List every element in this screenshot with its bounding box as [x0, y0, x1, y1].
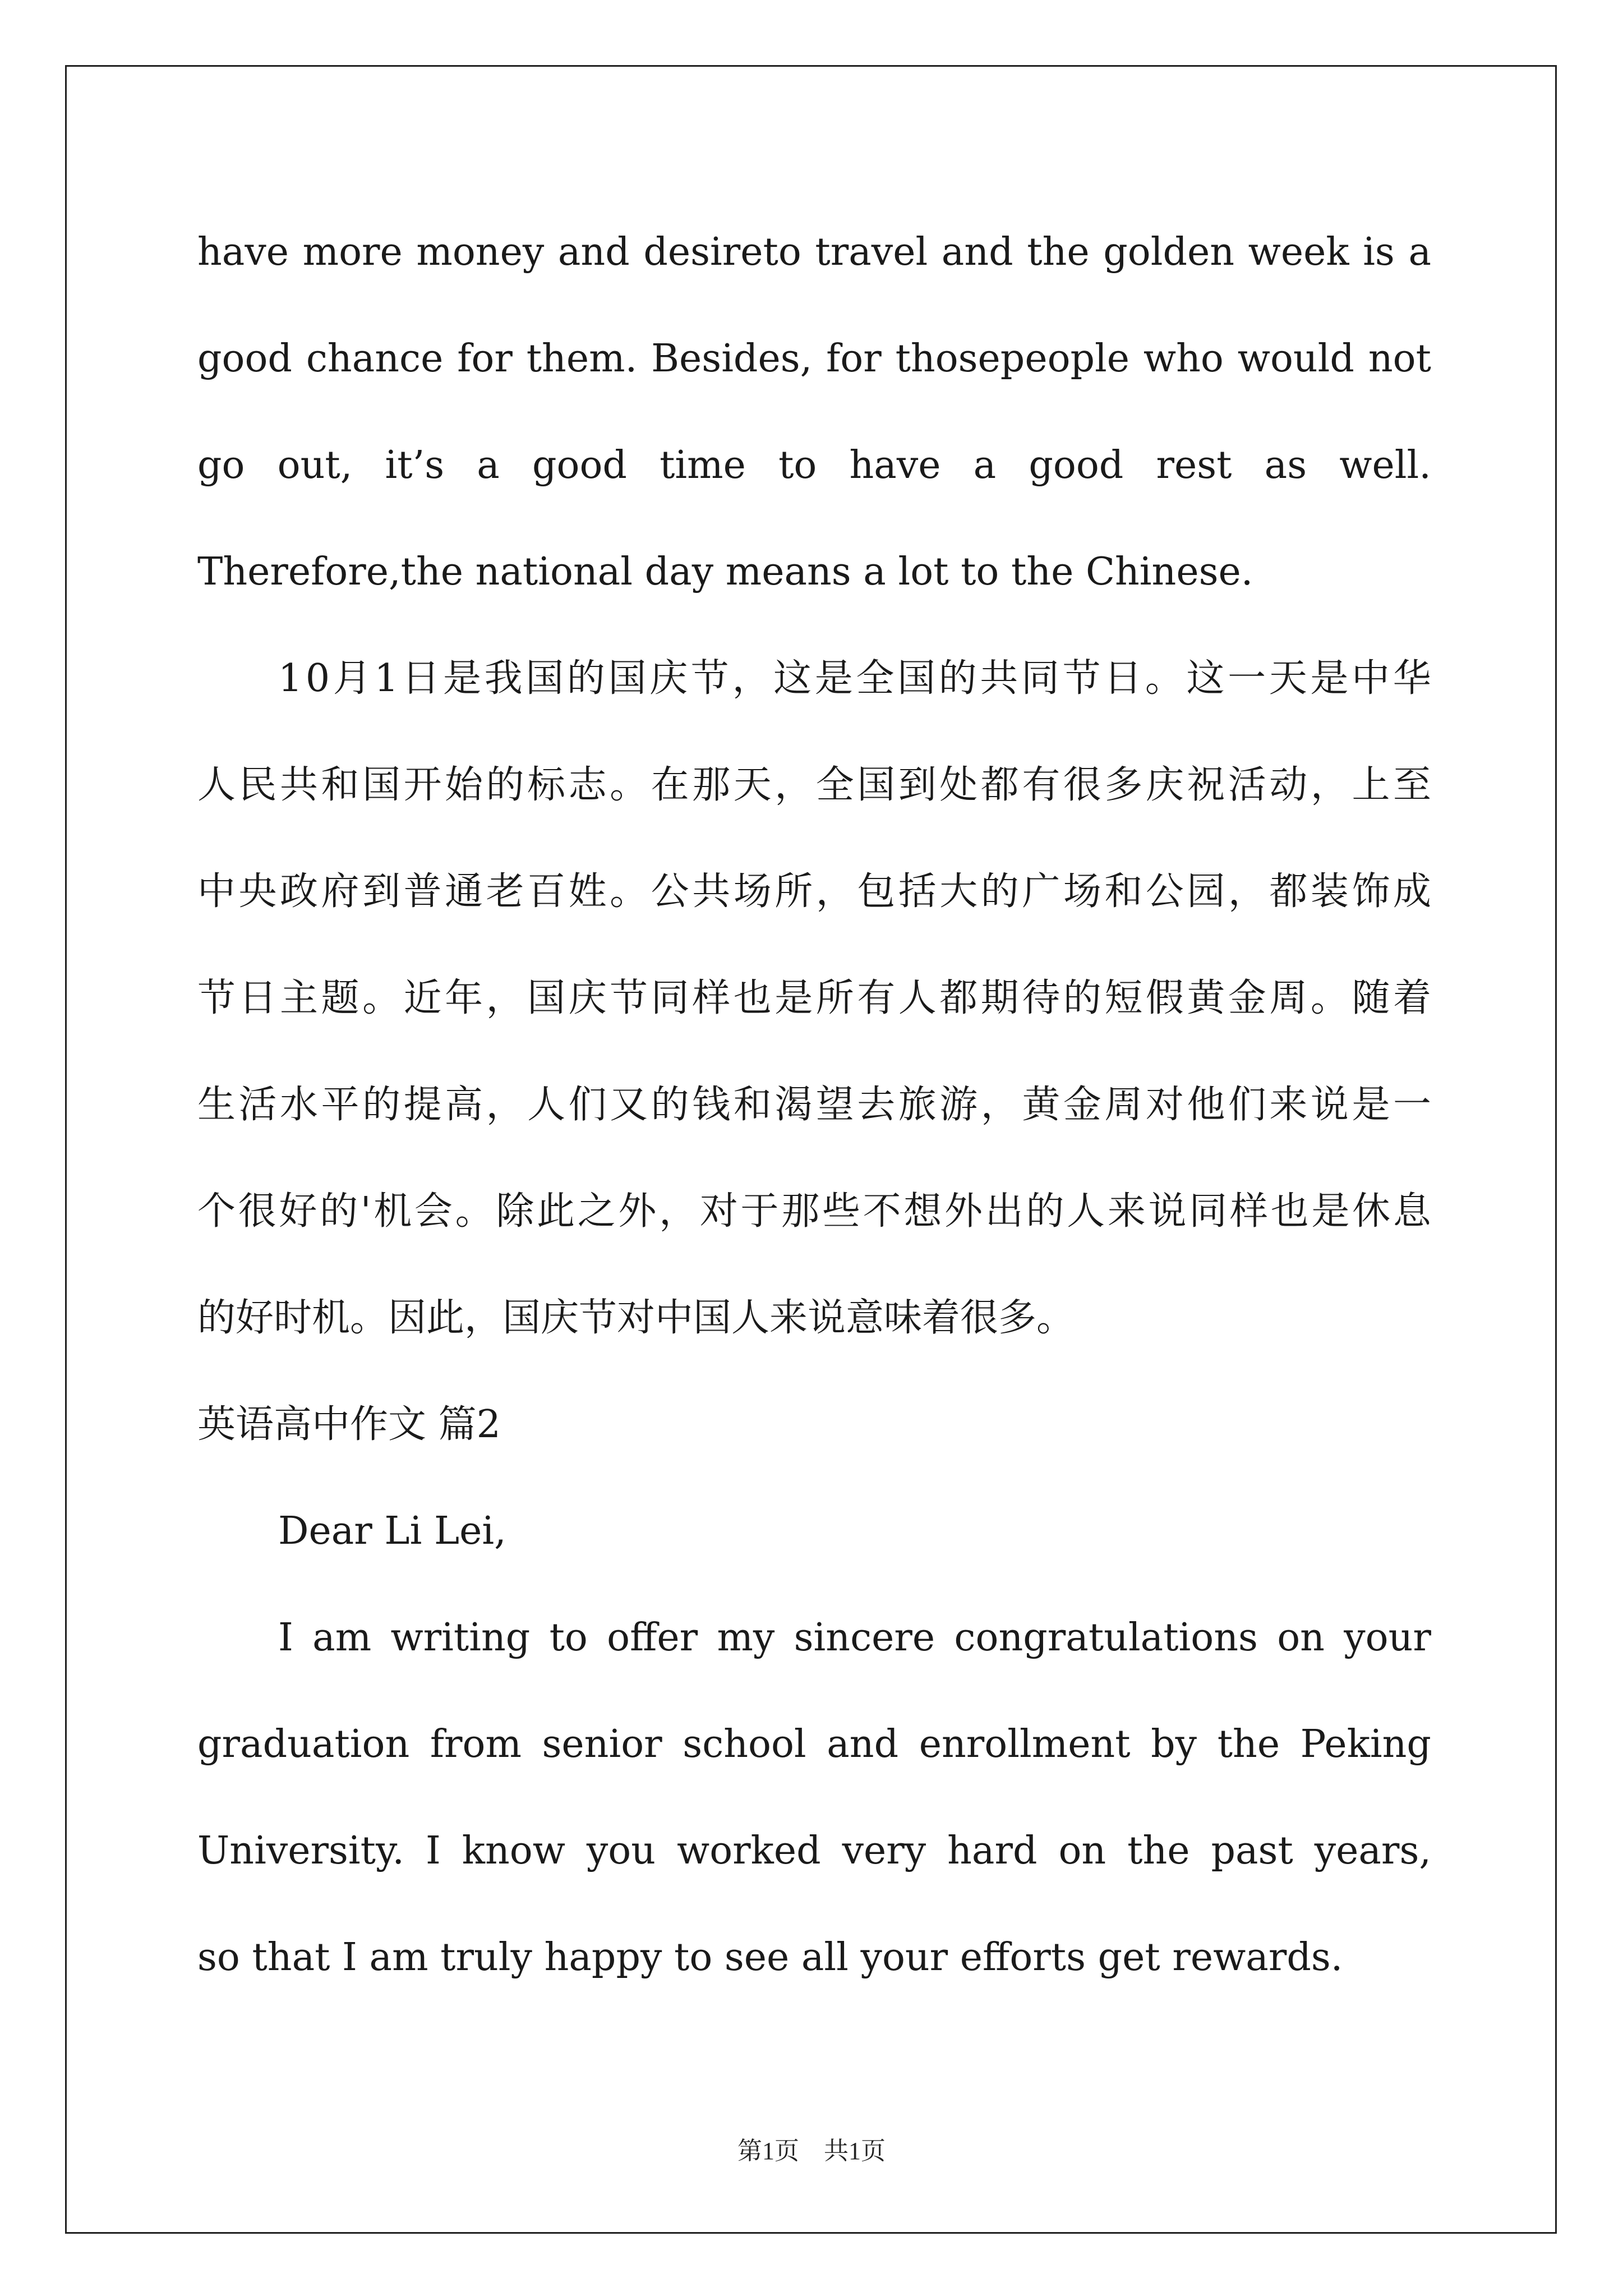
glyph: 周 [1104, 1083, 1143, 1127]
word: good [1029, 443, 1124, 487]
glyph: 庆 [649, 656, 688, 701]
word: and [941, 230, 1013, 274]
glyph: 庆 [1145, 763, 1184, 807]
glyph: 始 [445, 763, 483, 807]
glyph: 装 [1310, 869, 1349, 914]
glyph: 我 [484, 656, 523, 701]
glyph: 百 [527, 869, 566, 914]
glyph: 又 [610, 1083, 648, 1127]
glyph: ' [360, 1189, 371, 1234]
glyph: 府 [321, 869, 359, 914]
word: on [1277, 1616, 1325, 1660]
word: travel [815, 230, 928, 274]
glyph: 生 [197, 1083, 236, 1127]
text-line [197, 1604, 1431, 1711]
glyph: 所 [815, 976, 854, 1020]
glyph: ， [486, 976, 524, 1020]
word: your [1344, 1616, 1431, 1660]
glyph: 姓 [568, 869, 607, 914]
word: them. [526, 337, 638, 381]
glyph: 普 [403, 869, 442, 914]
glyph: 外 [944, 1189, 983, 1234]
word: well. [1339, 443, 1431, 487]
glyph: 休 [1352, 1189, 1391, 1234]
text-line [197, 752, 1431, 858]
glyph: 大 [939, 869, 978, 914]
glyph: 平 [321, 1083, 359, 1127]
glyph: 们 [1228, 1083, 1266, 1127]
glyph: 的 [651, 1083, 689, 1127]
glyph: 多 [1104, 763, 1143, 807]
glyph: 标 [527, 763, 566, 807]
word: am [312, 1616, 372, 1660]
glyph: 节 [197, 976, 236, 1020]
text-line [197, 858, 1431, 965]
glyph: 。 [610, 763, 648, 807]
text-line [197, 645, 1431, 752]
word: a [477, 443, 500, 487]
word: years, [1314, 1829, 1431, 1873]
glyph: 有 [1022, 763, 1061, 807]
glyph: 们 [568, 1083, 607, 1127]
glyph: 样 [692, 976, 731, 1020]
glyph: 个 [197, 1189, 236, 1234]
glyph: 之 [577, 1189, 616, 1234]
glyph: ， [980, 1083, 1019, 1127]
glyph: 来 [1269, 1083, 1308, 1127]
text-line: 的好时机。因此，国庆节对中国人来说意味着很多。 [197, 1296, 1075, 1340]
glyph: 的 [320, 1189, 358, 1234]
word: the [1217, 1722, 1280, 1766]
word: not [1368, 337, 1431, 381]
glyph: 一 [1393, 1083, 1431, 1127]
word: past [1211, 1829, 1293, 1873]
glyph: 。 [610, 869, 648, 914]
glyph: 期 [980, 976, 1019, 1020]
word: for [457, 337, 513, 381]
glyph: 。 [1310, 976, 1349, 1020]
glyph: 活 [238, 1083, 277, 1127]
word: graduation [197, 1722, 410, 1766]
glyph: 着 [1393, 976, 1431, 1020]
word: rest [1156, 443, 1232, 487]
glyph: 人 [197, 763, 236, 807]
glyph: 是 [774, 976, 813, 1020]
glyph: 很 [238, 1189, 276, 1234]
word: writing [390, 1616, 531, 1660]
glyph: ， [1228, 869, 1266, 914]
text-line [197, 1711, 1431, 1818]
word: sincere [794, 1616, 935, 1660]
glyph: 开 [403, 763, 442, 807]
glyph: ， [732, 656, 771, 701]
glyph: 月 [333, 656, 371, 701]
glyph: ， [486, 1083, 524, 1127]
glyph: 的 [566, 656, 605, 701]
glyph: 于 [740, 1189, 779, 1234]
glyph: 黄 [1187, 976, 1225, 1020]
word: worked [677, 1829, 821, 1873]
glyph: 高 [445, 1083, 483, 1127]
glyph: 1 [374, 656, 399, 701]
word: time [660, 443, 746, 487]
glyph: 主 [280, 976, 319, 1020]
glyph: 同 [1021, 656, 1059, 701]
glyph: 的 [938, 656, 977, 701]
glyph: 场 [1063, 869, 1101, 914]
word: to [778, 443, 817, 487]
glyph: 渴 [774, 1083, 813, 1127]
glyph: 场 [733, 869, 772, 914]
glyph: 。 [362, 976, 401, 1020]
text-line: so that I am truly happy to see all your efforts get rewards. [197, 1935, 1343, 1980]
glyph: 。 [455, 1189, 494, 1234]
glyph: 至 [1393, 763, 1431, 807]
glyph: 广 [1022, 869, 1061, 914]
glyph: 处 [939, 763, 978, 807]
word: have [197, 230, 289, 274]
glyph: 公 [651, 869, 689, 914]
word: know [462, 1829, 565, 1873]
glyph: 都 [939, 976, 978, 1020]
word: to [549, 1616, 588, 1660]
word: week [1248, 230, 1349, 274]
glyph: 年 [445, 976, 483, 1020]
word: for [826, 337, 882, 381]
text-line [197, 1071, 1431, 1178]
glyph: 和 [1104, 869, 1143, 914]
glyph: 。 [1145, 656, 1183, 701]
word: chance [306, 337, 444, 381]
glyph: 不 [863, 1189, 901, 1234]
glyph: 庆 [568, 976, 607, 1020]
glyph: 机 [374, 1189, 412, 1234]
word: as [1264, 443, 1307, 487]
glyph: 对 [699, 1189, 738, 1234]
glyph: 这 [773, 656, 812, 701]
glyph: 钱 [692, 1083, 731, 1127]
glyph: 华 [1393, 656, 1431, 701]
glyph: 所 [774, 869, 813, 914]
word: school [683, 1722, 806, 1766]
glyph: 全 [815, 763, 854, 807]
glyph: 是 [1352, 1083, 1390, 1127]
salutation: Dear Li Lei, [278, 1509, 506, 1553]
page-footer [0, 2131, 1623, 2166]
word: hard [947, 1829, 1038, 1873]
glyph: 也 [733, 976, 772, 1020]
glyph: 祝 [1187, 763, 1225, 807]
word: go [197, 443, 245, 487]
glyph: 日 [238, 976, 277, 1020]
word: out, [277, 443, 353, 487]
glyph: 也 [1270, 1189, 1309, 1234]
glyph: 随 [1352, 976, 1390, 1020]
glyph: 是 [442, 656, 481, 701]
glyph: 日 [402, 656, 440, 701]
text-line [197, 325, 1431, 432]
glyph: 些 [822, 1189, 860, 1234]
word: it’s [385, 443, 445, 487]
glyph: 0 [305, 656, 330, 701]
glyph: 活 [1228, 763, 1266, 807]
glyph: 的 [1026, 1189, 1064, 1234]
document-body [197, 219, 1431, 2031]
glyph: 题 [321, 976, 359, 1020]
glyph: 节 [690, 656, 729, 701]
glyph: 和 [733, 1083, 772, 1127]
glyph: 和 [321, 763, 359, 807]
word: offer [607, 1616, 698, 1660]
glyph: 天 [733, 763, 772, 807]
glyph: 节 [1062, 656, 1101, 701]
glyph: 国 [527, 976, 566, 1020]
glyph: 同 [1189, 1189, 1228, 1234]
glyph: 游 [939, 1083, 978, 1127]
glyph: 到 [362, 869, 401, 914]
word: the [1027, 230, 1090, 274]
glyph: 国 [362, 763, 401, 807]
word: enrollment [919, 1722, 1131, 1766]
word: desireto [643, 230, 801, 274]
glyph: 这 [1186, 656, 1225, 701]
glyph: 日 [1104, 656, 1142, 701]
glyph: 人 [527, 1083, 566, 1127]
glyph: 旅 [898, 1083, 937, 1127]
word: University. [197, 1829, 404, 1873]
glyph: 央 [238, 869, 277, 914]
glyph: 成 [1393, 869, 1431, 914]
text-line [197, 1818, 1431, 1924]
glyph: 国 [857, 763, 896, 807]
glyph: 样 [1229, 1189, 1268, 1234]
glyph: 的 [980, 869, 1019, 914]
glyph: 1 [278, 656, 303, 701]
glyph: 说 [1148, 1189, 1187, 1234]
page-number: 第1页 [737, 2137, 799, 2165]
glyph: 想 [903, 1189, 942, 1234]
glyph: 公 [1145, 869, 1184, 914]
glyph: 会 [414, 1189, 453, 1234]
word: the [1127, 1829, 1190, 1873]
glyph: 对 [1145, 1083, 1184, 1127]
glyph: ， [815, 869, 854, 914]
glyph: 国 [608, 656, 647, 701]
glyph: 上 [1352, 763, 1390, 807]
word: thosepeople [895, 337, 1130, 381]
glyph: 待 [1022, 976, 1061, 1020]
glyph: 出 [985, 1189, 1023, 1234]
word: golden [1103, 230, 1235, 274]
glyph: 提 [403, 1083, 442, 1127]
word: a [973, 443, 997, 487]
word: who [1143, 337, 1224, 381]
glyph: 是 [1310, 656, 1349, 701]
word: a [1408, 230, 1431, 274]
glyph: 望 [815, 1083, 854, 1127]
glyph: 除 [496, 1189, 534, 1234]
glyph: 是 [814, 656, 853, 701]
word: I [278, 1616, 293, 1660]
glyph: 人 [898, 976, 937, 1020]
glyph: 中 [197, 869, 236, 914]
word: money [416, 230, 545, 274]
glyph: 水 [280, 1083, 319, 1127]
glyph: 周 [1269, 976, 1308, 1020]
glyph: 金 [1063, 1083, 1101, 1127]
glyph: 共 [692, 869, 731, 914]
glyph: 到 [898, 763, 937, 807]
glyph: 人 [1067, 1189, 1105, 1234]
section-heading: 英语高中作文 篇2 [197, 1402, 501, 1447]
glyph: 全 [856, 656, 895, 701]
glyph: 息 [1393, 1189, 1431, 1234]
word: good [197, 337, 292, 381]
glyph: 都 [1269, 869, 1308, 914]
glyph: 共 [280, 763, 319, 807]
word: by [1151, 1722, 1197, 1766]
word: from [430, 1722, 522, 1766]
glyph: 近 [403, 976, 442, 1020]
word: senior [542, 1722, 662, 1766]
text-line [197, 432, 1431, 539]
glyph: 共 [980, 656, 1018, 701]
word: congratulations [954, 1616, 1258, 1660]
glyph: 园 [1187, 869, 1225, 914]
glyph: 通 [445, 869, 483, 914]
glyph: 括 [898, 869, 937, 914]
page-total: 共1页 [824, 2137, 886, 2165]
word: I [425, 1829, 441, 1873]
word: good [532, 443, 627, 487]
glyph: 的 [486, 763, 524, 807]
glyph: 民 [238, 763, 277, 807]
glyph: 来 [1107, 1189, 1146, 1234]
word: would [1237, 337, 1354, 381]
glyph: 天 [1269, 656, 1307, 701]
glyph: 都 [980, 763, 1019, 807]
text-line: Therefore,the national day means a lot to the Chinese. [197, 550, 1253, 594]
glyph: 包 [857, 869, 896, 914]
glyph: 好 [279, 1189, 317, 1234]
word: very [842, 1829, 926, 1873]
word: have [849, 443, 941, 487]
glyph: 志 [568, 763, 607, 807]
glyph: 老 [486, 869, 524, 914]
word: my [717, 1616, 775, 1660]
glyph: 说 [1310, 1083, 1349, 1127]
glyph: 的 [1063, 976, 1101, 1020]
glyph: ， [774, 763, 813, 807]
word: you [586, 1829, 656, 1873]
word: is [1363, 230, 1395, 274]
glyph: 很 [1063, 763, 1101, 807]
glyph: 外 [618, 1189, 657, 1234]
glyph: 金 [1228, 976, 1266, 1020]
glyph: 那 [692, 763, 731, 807]
glyph: 同 [651, 976, 689, 1020]
glyph: ， [1310, 763, 1349, 807]
glyph: 去 [857, 1083, 896, 1127]
glyph: 假 [1145, 976, 1184, 1020]
glyph: ， [659, 1189, 698, 1234]
word: on [1058, 1829, 1106, 1873]
glyph: 一 [1228, 656, 1266, 701]
glyph: 的 [362, 1083, 401, 1127]
word: Besides, [651, 337, 813, 381]
glyph: 有 [857, 976, 896, 1020]
glyph: 饰 [1352, 869, 1390, 914]
text-line [197, 1178, 1431, 1285]
glyph: 是 [1311, 1189, 1350, 1234]
text-line [197, 965, 1431, 1071]
word: and [557, 230, 630, 274]
word: Peking [1300, 1722, 1431, 1766]
glyph: 节 [610, 976, 648, 1020]
glyph: 此 [537, 1189, 575, 1234]
glyph: 黄 [1022, 1083, 1061, 1127]
word: more [302, 230, 403, 274]
text-line [197, 219, 1431, 325]
glyph: 动 [1269, 763, 1308, 807]
word: and [827, 1722, 899, 1766]
glyph: 短 [1104, 976, 1143, 1020]
glyph: 国 [897, 656, 936, 701]
glyph: 在 [651, 763, 689, 807]
glyph: 国 [525, 656, 564, 701]
glyph: 政 [280, 869, 319, 914]
glyph: 中 [1352, 656, 1390, 701]
glyph: 他 [1187, 1083, 1225, 1127]
glyph: 那 [781, 1189, 820, 1234]
